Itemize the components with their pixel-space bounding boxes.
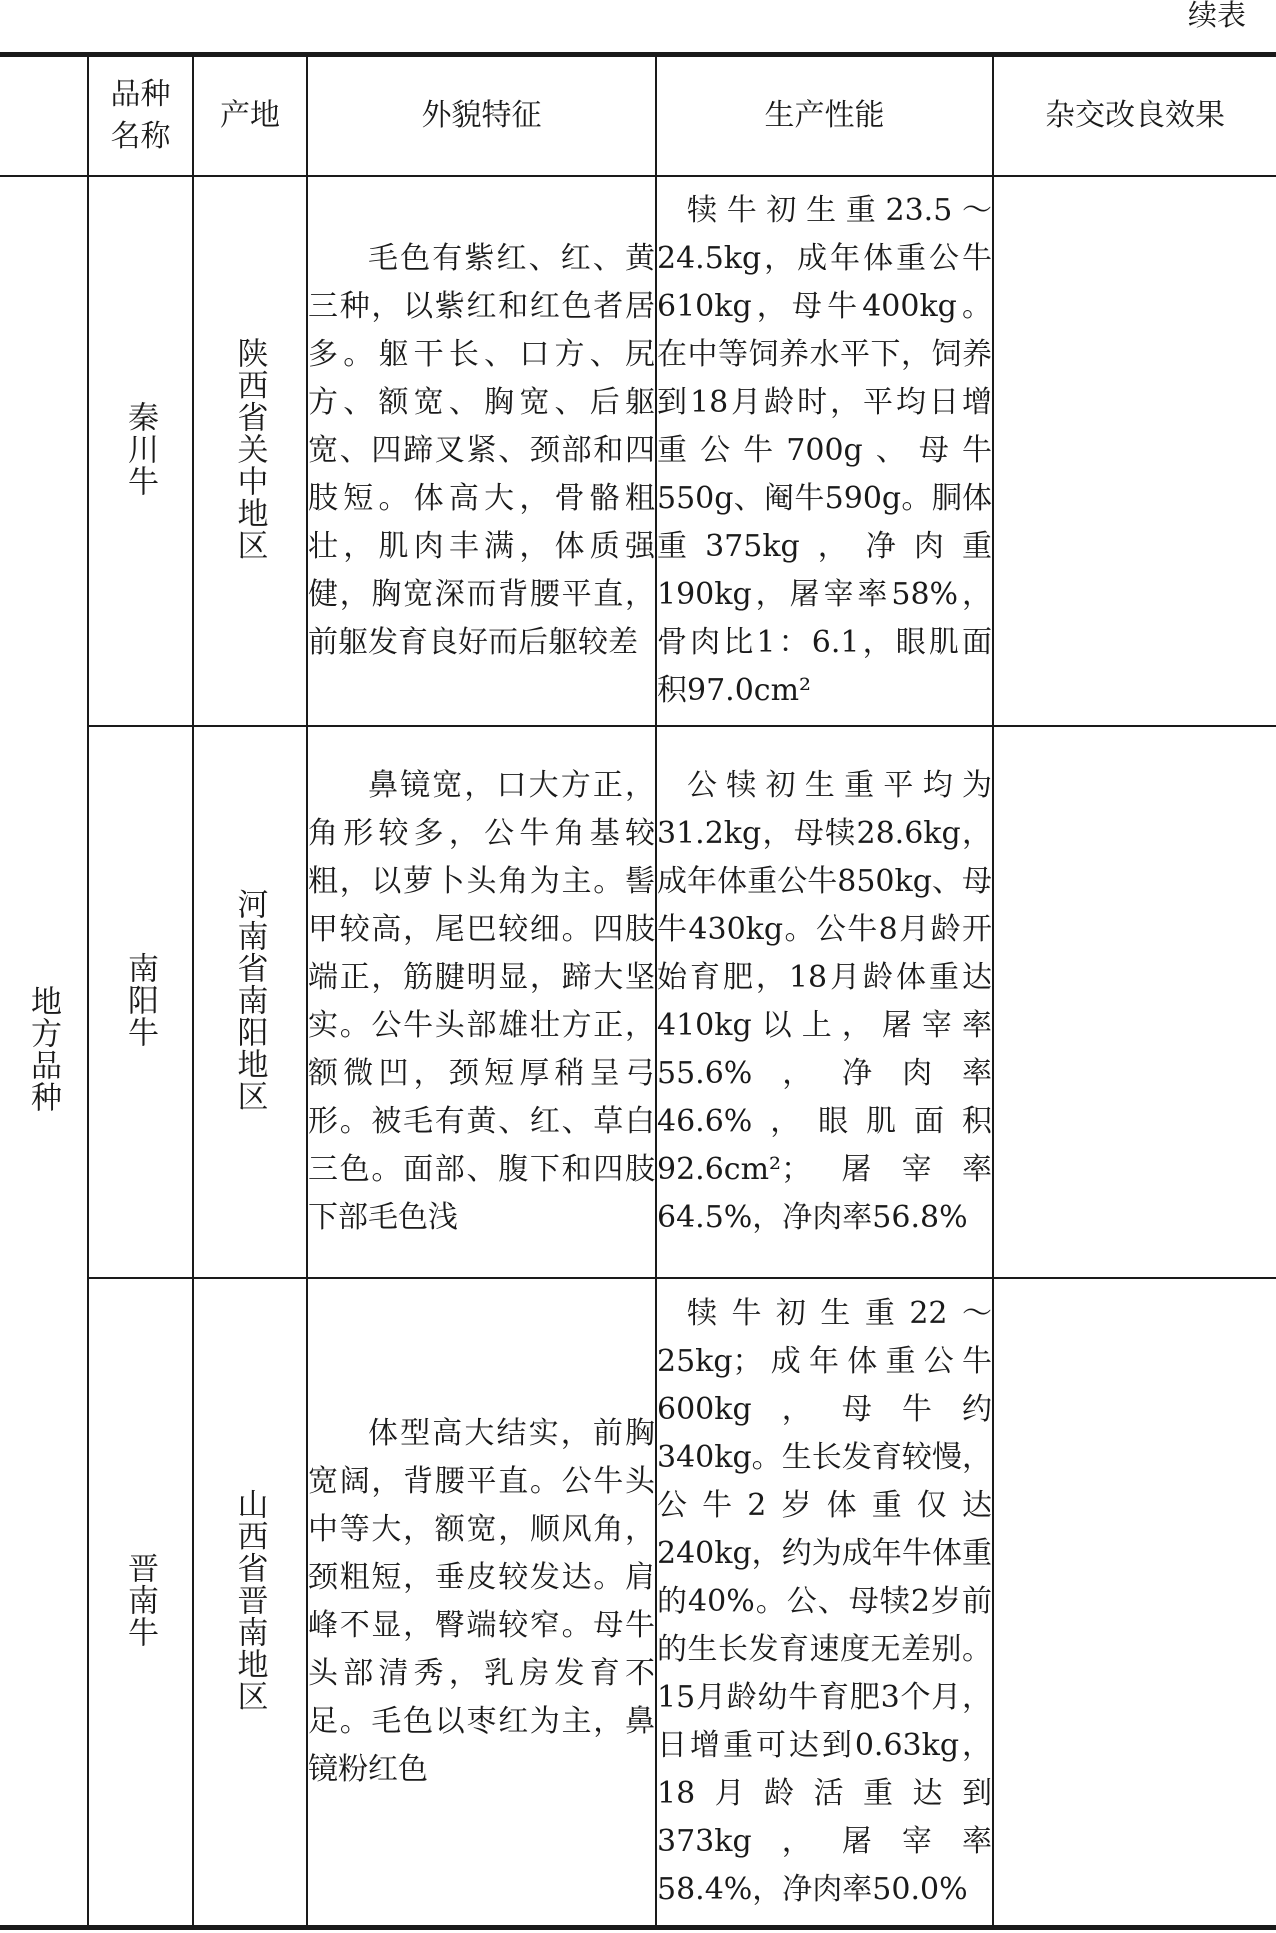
appearance-text: 体型高大结实，前胸宽阔，背腰平直。公牛头中等大，额宽，顺风角，颈粗短，垂皮较发达。肩峰不显，臀端较窄。母牛头部清秀，乳房发育不足。毛色以枣红为主，鼻镜粉红色: [308, 1416, 655, 1787]
continued-label: 续表: [1187, 0, 1246, 32]
header-performance: 生产性能: [656, 55, 993, 177]
appearance-text: 毛色有紫红、红、黄三种，以紫红和红色者居多。躯干长、口方、尻方、额宽、胸宽、后躯宽、四蹄叉紧、颈部和四肢短。体高大，骨骼粗壮，肌肉丰满，体质强健，胸宽深而背腰平直，前躯发育良好而后躯较差: [308, 241, 655, 660]
group-label: 地方品种: [25, 985, 61, 1113]
breed-name: 晋南牛: [122, 1552, 158, 1648]
group-header-blank: [0, 55, 88, 177]
origin-cell: [193, 726, 307, 1278]
origin-text: 山西省晋南地区: [231, 1488, 268, 1712]
group-cell: [0, 176, 88, 1928]
crossbreeding-cell: [993, 176, 1276, 726]
performance-text: 犊牛初生重22～25kg；成年体重公牛600kg，母牛约340kg。生长发育较慢，公牛2岁体重仅达240kg，约为成年牛体重的40%。公、母犊2岁前的生长发育速度无差别。15月龄幼牛育肥3个月，日增重可达到0.63kg，18月龄活重达到373kg，屠宰率58.4%，净肉率50.0%: [657, 1296, 992, 1907]
crossbreeding-cell: [993, 1278, 1276, 1928]
table-row: [0, 176, 1276, 726]
origin-cell: [193, 176, 307, 726]
performance-cell: [656, 1278, 993, 1928]
breed-cell: [88, 176, 193, 726]
header-breed-name: 品种名称: [88, 55, 193, 177]
crossbreeding-cell: [993, 726, 1276, 1278]
breed-name: 秦川牛: [122, 401, 158, 497]
origin-text: 河南省南阳地区: [231, 888, 268, 1112]
performance-text: 公犊初生重平均为31.2kg，母犊28.6kg，成年体重公牛850kg、母牛430kg。公牛8月龄开始育肥，18月龄体重达410kg以上，屠宰率55.6%，净肉率46.6%，眼肌面积92.6cm²；屠宰率64.5%，净肉率56.8%: [657, 768, 992, 1235]
breed-table: [0, 52, 1276, 1930]
table-row: [0, 1278, 1276, 1928]
performance-text: 犊牛初生重23.5～24.5kg，成年体重公牛610kg，母牛400kg。在中等饲养水平下，饲养到18月龄时，平均日增重公牛700g、母牛550g、阉牛590g。胴体重375kg，净肉重190kg，屠宰率58%，骨肉比1：6.1，眼肌面积97.0cm²: [657, 193, 992, 708]
header-row: [0, 55, 1276, 177]
appearance-text: 鼻镜宽，口大方正，角形较多，公牛角基较粗，以萝卜头角为主。髻甲较高，尾巴较细。四肢端正，筋腱明显，蹄大坚实。公牛头部雄壮方正，额微凹，颈短厚稍呈弓形。被毛有黄、红、草白三色。面部、腹下和四肢下部毛色浅: [308, 768, 655, 1235]
header-appearance: 外貌特征: [307, 55, 656, 177]
performance-cell: [656, 176, 993, 726]
appearance-cell: [307, 176, 656, 726]
appearance-cell: [307, 726, 656, 1278]
header-crossbreeding: 杂交改良效果: [993, 55, 1276, 177]
performance-cell: [656, 726, 993, 1278]
header-origin: 产地: [193, 55, 307, 177]
origin-text: 陕西省关中地区: [231, 337, 268, 561]
breed-cell: [88, 1278, 193, 1928]
breed-name: 南阳牛: [122, 952, 158, 1048]
table-row: [0, 726, 1276, 1278]
breed-cell: [88, 726, 193, 1278]
appearance-cell: [307, 1278, 656, 1928]
origin-cell: [193, 1278, 307, 1928]
